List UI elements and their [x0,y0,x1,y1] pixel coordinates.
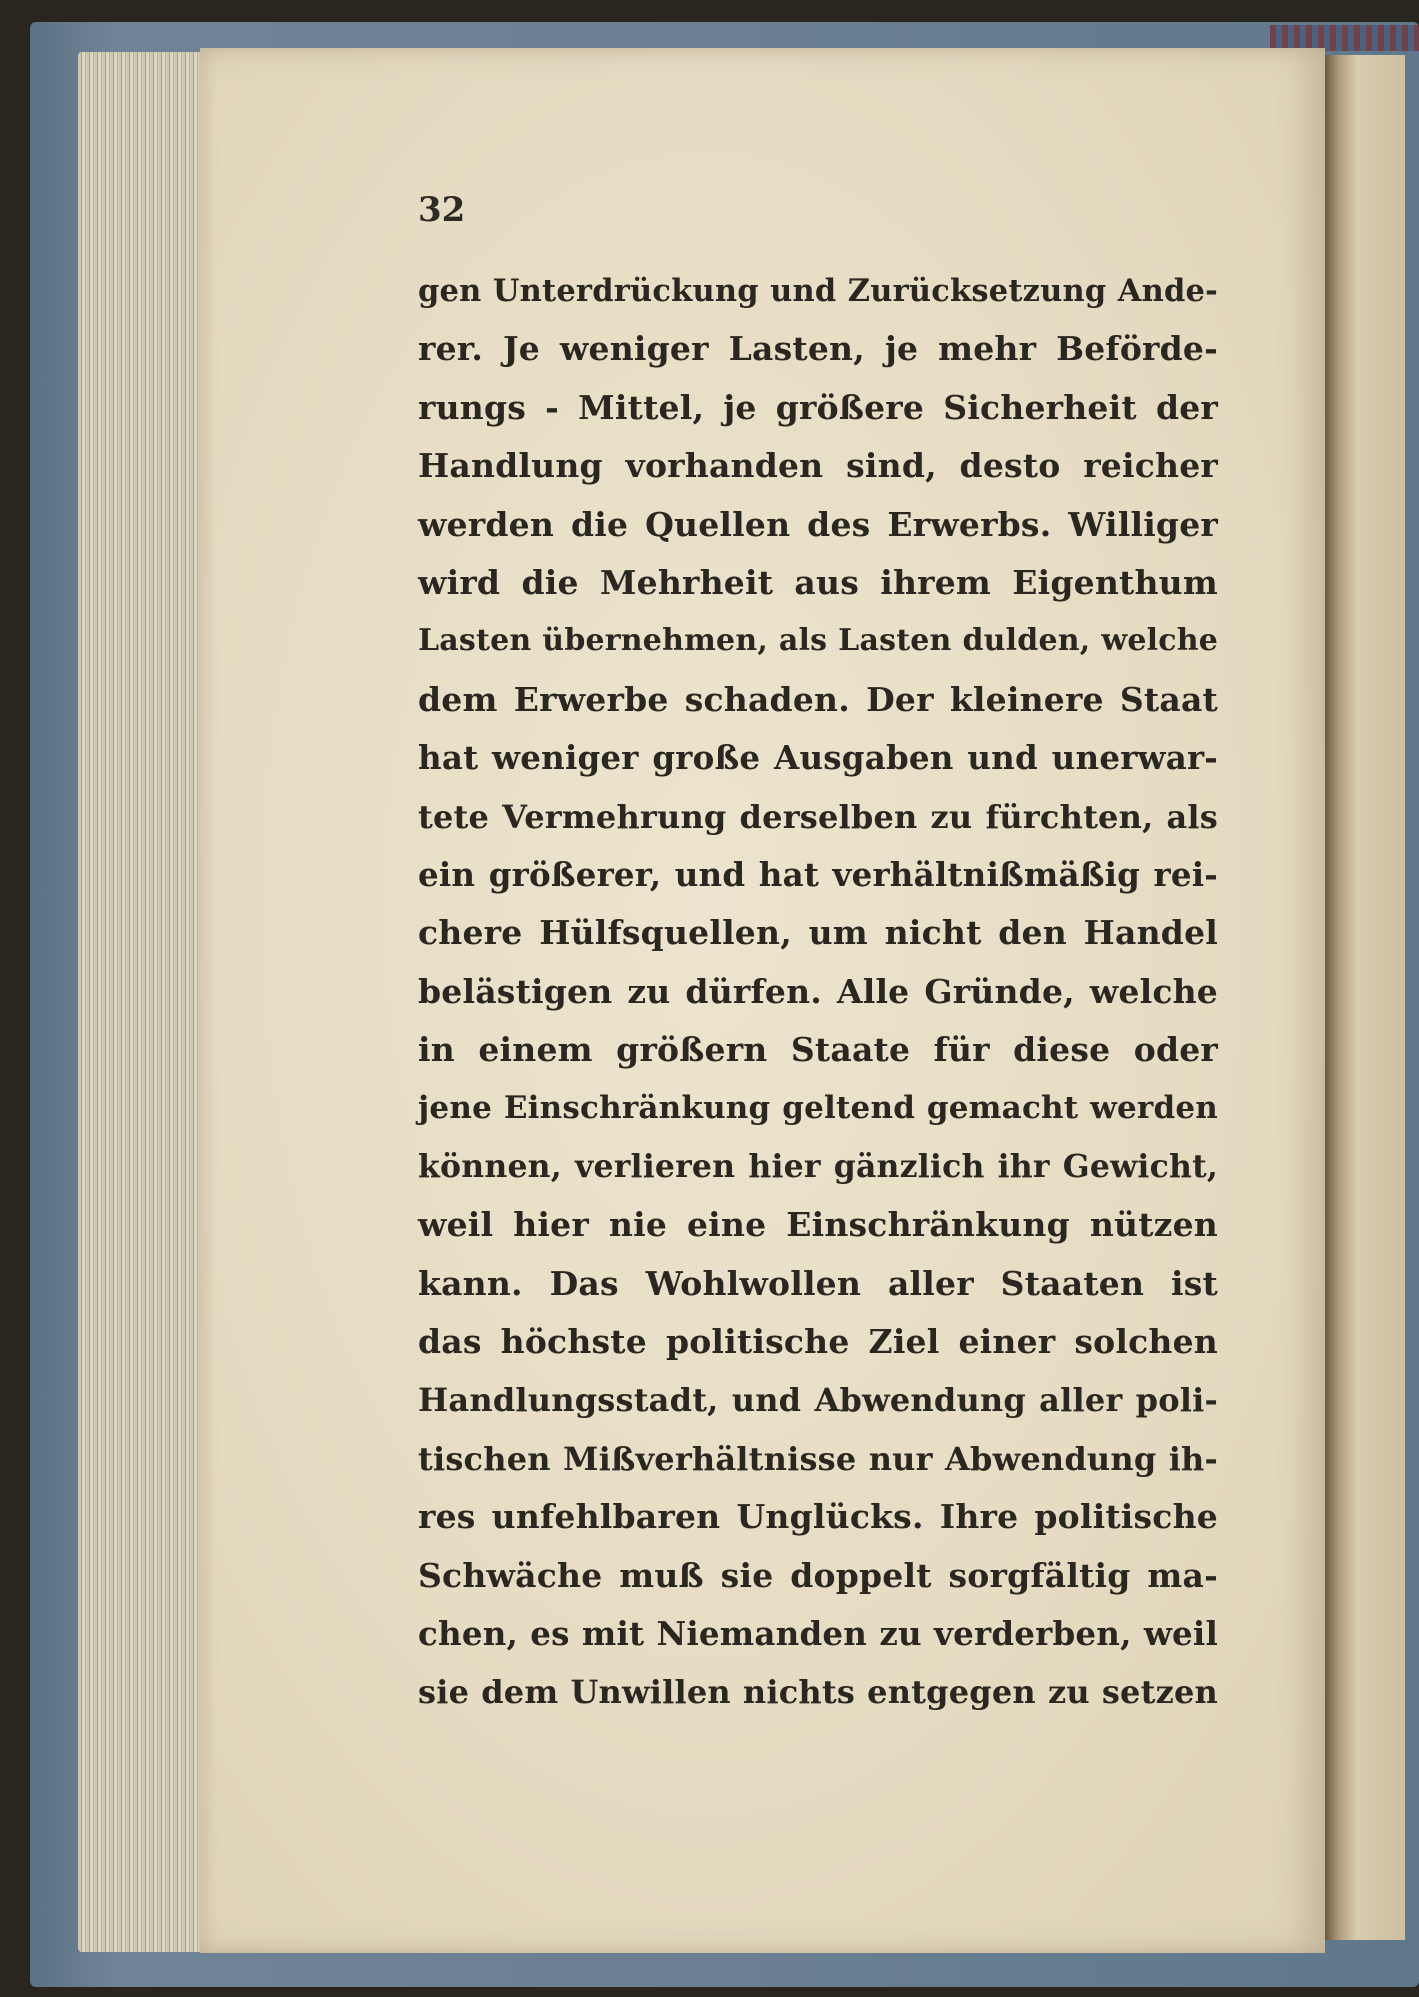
text-line: jene Einschränkung geltend gemacht werden [418,1090,1218,1127]
text-line: werden die Quellen des Erwerbs. Williger [418,504,1218,544]
text-line: hat weniger große Ausgaben und unerwar- [418,738,1218,778]
text-line: Lasten übernehmen, als Lasten dulden, welche [418,623,1218,659]
text-line: chere Hülfsquellen, um nicht den Handel [418,913,1218,953]
text-line: wird die Mehrheit aus ihrem Eigenthum [418,562,1218,602]
text-line: gen Unterdrückung und Zurücksetzung Ande- [418,273,1218,309]
text-line: Schwäche muß sie doppelt sorgfältig ma- [418,1555,1218,1595]
text-line: Handlung vorhanden sind, desto reicher [418,446,1218,486]
text-line: das höchste politische Ziel einer solchen [418,1322,1218,1362]
text-line: ein größerer, und hat verhältnißmäßig rei- [418,854,1218,894]
text-line: können, verlieren hier gänzlich ihr Gewicht, [418,1147,1218,1185]
text-line: rungs - Mittel, je größere Sicherheit der [418,387,1218,427]
text-line: belästigen zu dürfen. Alle Gründe, welche [418,971,1218,1011]
text-line: dem Erwerbe schaden. Der kleinere Staat [418,679,1218,719]
text-line: in einem größern Staate für diese oder [418,1030,1218,1070]
page-number: 32 [418,190,466,230]
text-line: res unfehlbaren Unglücks. Ihre politische [418,1497,1218,1537]
text-line: tischen Mißverhältnisse nur Abwendung ih- [418,1439,1218,1478]
body-text [418,262,1218,1722]
text-line: kann. Das Wohlwollen aller Staaten ist [418,1263,1218,1303]
text-line: chen, es mit Niemanden zu verderben, weil [418,1613,1218,1653]
text-line: Handlungsstadt, und Abwendung aller poli- [418,1381,1218,1420]
facing-page-edge [1325,55,1405,1940]
text-line: weil hier nie eine Einschränkung nützen [418,1205,1218,1245]
text-line: rer. Je weniger Lasten, je mehr Beförde- [418,329,1218,369]
page-edges [78,52,208,1952]
text-line: sie dem Unwillen nichts entgegen zu setzen [418,1673,1218,1712]
text-line: tete Vermehrung derselben zu fürchten, als [418,797,1218,836]
